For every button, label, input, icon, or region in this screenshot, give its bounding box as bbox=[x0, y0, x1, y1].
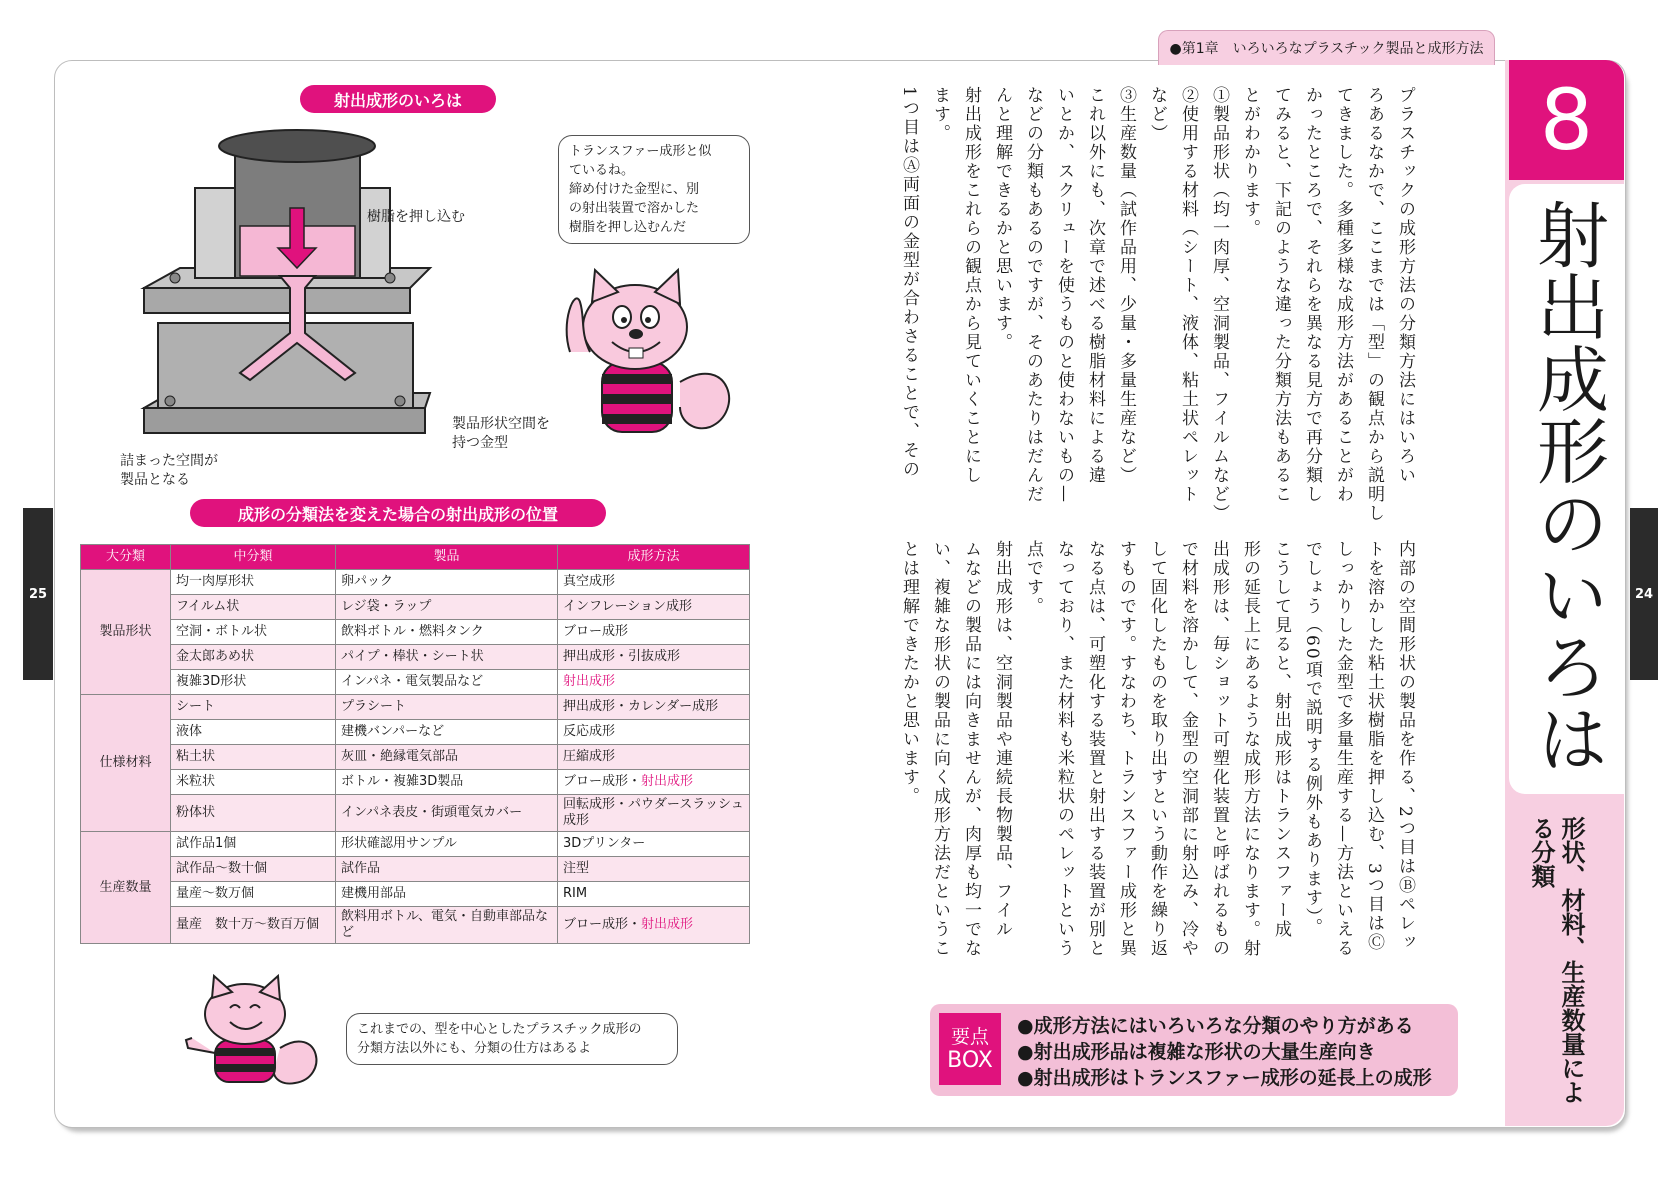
table-cell: 形状確認用サンプル bbox=[336, 832, 558, 857]
para-line: い、複雑な形状の製品に向く成形方法だというこ bbox=[930, 540, 950, 958]
cell-text: ブロー成形・ bbox=[563, 774, 642, 789]
para-line: ます。 bbox=[930, 86, 950, 143]
key-point: ●射出成形はトランスファー成形の延長上の成形 bbox=[1017, 1067, 1432, 1089]
key-points-badge bbox=[939, 1013, 1001, 1085]
label-space-line: 製品となる bbox=[120, 472, 190, 488]
table-cell: プラシート bbox=[336, 695, 558, 720]
table-cell: 押出成形・カレンダー成形 bbox=[558, 695, 750, 720]
table-cell: 圧縮成形 bbox=[558, 745, 750, 770]
table-row bbox=[81, 770, 750, 795]
table-cell bbox=[558, 907, 750, 944]
page-number-right: 24 bbox=[1630, 508, 1658, 680]
table-cell: 建機用部品 bbox=[336, 882, 558, 907]
table-row bbox=[81, 720, 750, 745]
table-row bbox=[81, 745, 750, 770]
para-line: など） bbox=[1147, 86, 1167, 143]
para-line: 形の延長上にあるような成形方法になります。射 bbox=[1240, 540, 1260, 958]
header-cell: 製品 bbox=[336, 545, 558, 570]
section-number: 8 bbox=[1539, 71, 1594, 169]
table-cell: 試作品〜数十個 bbox=[171, 857, 336, 882]
para-line: てみると、下記のような違った分類方法もあるこ bbox=[1271, 86, 1291, 504]
table-cell: RIM bbox=[558, 882, 750, 907]
label-space-line: 詰まった空間が bbox=[120, 453, 218, 469]
cell-text: ブロー成形・ bbox=[563, 917, 642, 932]
table-row bbox=[81, 882, 750, 907]
table-cell: 量産〜数万個 bbox=[171, 882, 336, 907]
section-subtitle: 形状、材料、生産数量による分類 bbox=[1527, 816, 1585, 1104]
label-mold-line: 持つ金型 bbox=[452, 435, 508, 451]
table-cell: 飲料ボトル・燃料タンク bbox=[336, 620, 558, 645]
table-row bbox=[81, 907, 750, 944]
bubble-line: トランスファー成形と似 bbox=[569, 144, 712, 159]
para-line: んと理解できるかと思います。 bbox=[992, 86, 1012, 352]
table-cell: レジ袋・ラップ bbox=[336, 595, 558, 620]
para-line: てきました。多種多様な成形方法があることがわ bbox=[1333, 86, 1353, 504]
page-number-left: 25 bbox=[23, 508, 53, 680]
para-line: かったところで、それらを異なる見方で再分類し bbox=[1302, 86, 1322, 504]
table-cell: 金太郎あめ状 bbox=[171, 645, 336, 670]
para-line: して固化したものを取り出すという動作を繰り返 bbox=[1147, 540, 1167, 958]
table-cell bbox=[558, 770, 750, 795]
speech-bubble bbox=[558, 135, 750, 244]
label-push-resin: 樹脂を押し込む bbox=[367, 209, 465, 225]
table-row bbox=[81, 595, 750, 620]
table-cell: 回転成形・パウダースラッシュ成形 bbox=[558, 795, 750, 832]
table-cell: 粉体状 bbox=[171, 795, 336, 832]
table-row bbox=[81, 857, 750, 882]
header-cell: 大分類 bbox=[81, 545, 171, 570]
table-cell: パイプ・棒状・シート状 bbox=[336, 645, 558, 670]
table-row bbox=[81, 570, 750, 595]
table-cell: 試作品 bbox=[336, 857, 558, 882]
bubble-line: の射出装置で溶かした bbox=[569, 201, 700, 216]
para-line: ろあるなかで、ここまでは「型」の観点から説明し bbox=[1364, 86, 1384, 523]
table-cell: 均一肉厚形状 bbox=[171, 570, 336, 595]
header-cell: 中分類 bbox=[171, 545, 336, 570]
table-row bbox=[81, 832, 750, 857]
para-line: ②使用する材料（シート、液体、粘土状ペレット bbox=[1178, 86, 1198, 504]
table-cell: 空洞・ボトル状 bbox=[171, 620, 336, 645]
table-cell bbox=[558, 670, 750, 695]
table-cell: インパネ表皮・街頭電気カバー bbox=[336, 795, 558, 832]
table-heading: 成形の分類法を変えた場合の射出成形の位置 bbox=[190, 499, 606, 527]
label-filled-space bbox=[120, 452, 218, 490]
category-cell: 生産数量 bbox=[81, 832, 171, 944]
body-text-top bbox=[899, 86, 1420, 536]
chapter-header: ●第1章 いろいろなプラスチック製品と成形方法 bbox=[1158, 30, 1495, 65]
para-line: などの分類もあるのですが、そのあたりはだんだ bbox=[1023, 86, 1043, 504]
table-row bbox=[81, 795, 750, 832]
table-cell: 粘土状 bbox=[171, 745, 336, 770]
key-point: ●成形方法にはいろいろな分類のやり方がある bbox=[1017, 1015, 1414, 1037]
para-line: プラスチックの成形方法の分類方法にはいろい bbox=[1395, 86, 1415, 485]
table-cell: 注型 bbox=[558, 857, 750, 882]
para-line: しっかりした金型で多量生産する—方法といえる bbox=[1333, 540, 1353, 958]
bubble-line: 分類方法以外にも、分類の仕方はあるよ bbox=[357, 1041, 592, 1056]
table-cell: インフレーション成形 bbox=[558, 595, 750, 620]
key-point: ●射出成形品は複雑な形状の大量生産向き bbox=[1017, 1041, 1376, 1063]
table-cell: 試作品1個 bbox=[171, 832, 336, 857]
para-line: 1つ目はⒶ両面の金型が合わさることで、その bbox=[899, 86, 919, 479]
highlight-text: 射出成形 bbox=[641, 917, 694, 932]
label-mold-line: 製品形状空間を bbox=[452, 416, 550, 432]
para-line: 射出成形は、空洞製品や連続長物製品、フイル bbox=[992, 540, 1012, 939]
para-line: トを溶かした粘土状樹脂を押し込む、3つ目はⒸ bbox=[1364, 540, 1384, 952]
table-cell: 建機バンパーなど bbox=[336, 720, 558, 745]
table-cell: 3Dプリンター bbox=[558, 832, 750, 857]
bubble-line: 締め付けた金型に、別 bbox=[569, 182, 700, 197]
para-line: 射出成形をこれらの観点から見ていくことにし bbox=[961, 86, 981, 485]
bubble-line: 樹脂を押し込むんだ bbox=[569, 220, 687, 235]
table-cell: シート bbox=[171, 695, 336, 720]
para-line: こうして見ると、射出成形はトランスファー成 bbox=[1271, 540, 1291, 939]
table-cell: 複雑3D形状 bbox=[171, 670, 336, 695]
table-row bbox=[81, 620, 750, 645]
para-line: これ以外にも、次章で述べる樹脂材料による違 bbox=[1085, 86, 1105, 485]
squirrel-mascot-icon bbox=[530, 262, 750, 452]
table-cell: ボトル・複雑3D製品 bbox=[336, 770, 558, 795]
para-line: 出成形は、毎ショット可塑化装置と呼ばれるもの bbox=[1209, 540, 1229, 958]
category-cell: 製品形状 bbox=[81, 570, 171, 695]
bubble-line: ているね。 bbox=[569, 163, 635, 178]
body-text-bottom bbox=[899, 540, 1420, 990]
table-header-row bbox=[81, 545, 750, 570]
squirrel-mascot-bottom-icon bbox=[170, 978, 330, 1096]
table-row bbox=[81, 695, 750, 720]
para-line: なっており、また材料も米粒状のペレットという bbox=[1054, 540, 1074, 958]
table-row bbox=[81, 670, 750, 695]
table-cell: 押出成形・引抜成形 bbox=[558, 645, 750, 670]
para-line: ③生産数量（試作品用、少量・多量生産など） bbox=[1116, 86, 1136, 485]
table-cell: 液体 bbox=[171, 720, 336, 745]
bubble-line: これまでの、型を中心としたプラスチック成形の bbox=[357, 1022, 642, 1037]
para-line: 点です。 bbox=[1023, 540, 1043, 616]
para-line: なる点は、可塑化する装置と射出する装置が別と bbox=[1085, 540, 1105, 958]
table-cell: 真空成形 bbox=[558, 570, 750, 595]
para-line: ①製品形状（均一肉厚、空洞製品、フイルムなど） bbox=[1209, 86, 1229, 523]
badge-text: 要点 bbox=[950, 1026, 989, 1048]
table-cell: 飲料用ボトル、電気・自動車部品など bbox=[336, 907, 558, 944]
table-cell: 卵パック bbox=[336, 570, 558, 595]
para-line: で材料を溶かして、金型の空洞部に射込み、冷や bbox=[1178, 540, 1198, 958]
table-row bbox=[81, 645, 750, 670]
section-title: 射出成形のいろは bbox=[1525, 198, 1609, 774]
table-cell: ブロー成形 bbox=[558, 620, 750, 645]
para-line: いとか、スクリューを使うものと使わないもの— bbox=[1054, 86, 1074, 504]
badge-text: BOX bbox=[947, 1048, 993, 1073]
header-cell: 成形方法 bbox=[558, 545, 750, 570]
table-cell: 量産 数十万〜数百万個 bbox=[171, 907, 336, 944]
table-cell: フイルム状 bbox=[171, 595, 336, 620]
category-cell: 仕様材料 bbox=[81, 695, 171, 832]
injection-mold-illustration bbox=[140, 118, 440, 458]
para-line: とがわかります。 bbox=[1240, 86, 1260, 238]
classification-table bbox=[80, 544, 750, 944]
figure-heading: 射出成形のいろは bbox=[300, 85, 496, 113]
table-cell: 米粒状 bbox=[171, 770, 336, 795]
table-cell: インパネ・電気製品など bbox=[336, 670, 558, 695]
para-line: すものです。すなわち、トランスファー成形と異 bbox=[1116, 540, 1136, 958]
para-line: 内部の空間形状の製品を作る、2つ目はⒷペレッ bbox=[1395, 540, 1415, 952]
table-cell: 灰皿・絶縁電気部品 bbox=[336, 745, 558, 770]
table-cell: 反応成形 bbox=[558, 720, 750, 745]
para-line: でしょう（60項で説明する例外もあります）。 bbox=[1302, 540, 1322, 938]
para-line: ムなどの製品には向きませんが、肉厚も均一でな bbox=[961, 540, 981, 958]
highlight-text: 射出成形 bbox=[563, 674, 616, 689]
highlight-text: 射出成形 bbox=[641, 774, 694, 789]
bottom-speech-bubble bbox=[346, 1013, 678, 1065]
para-line: とは理解できたかと思います。 bbox=[899, 540, 919, 806]
